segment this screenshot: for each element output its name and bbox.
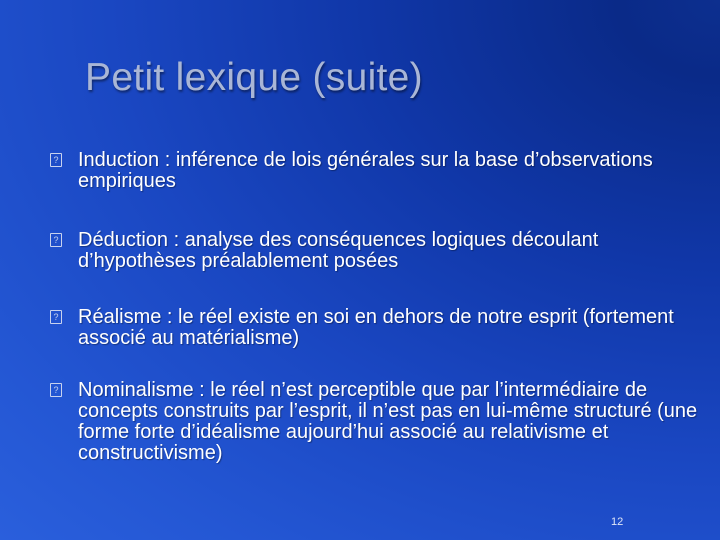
page-number: 12: [611, 516, 624, 528]
bullet-marker-icon: ?: [50, 310, 62, 324]
bullet-marker-icon: ?: [50, 233, 62, 247]
bullet-marker-icon: ?: [50, 383, 62, 397]
bullet-text: Induction : inférence de lois générales sur la base d’observations empiriques: [78, 149, 653, 192]
bullet-text: Déduction : analyse des conséquences logiques découlant d’hypothèses préalablement posées: [78, 229, 599, 272]
bullet-marker-icon: ?: [50, 153, 62, 167]
slide-title: Petit lexique (suite): [85, 56, 423, 99]
bullet-text: Réalisme : le réel existe en soi en dehors de notre esprit (fortement associé au matérialisme): [78, 306, 674, 349]
bullet-text: Nominalisme : le réel n’est perceptible que par l’intermédiaire de concepts construits par l’esprit, il n’est pas en lui-même structuré (une forme forte d’idéalisme aujourd’hui associé au relativisme et constructivisme): [78, 379, 698, 464]
